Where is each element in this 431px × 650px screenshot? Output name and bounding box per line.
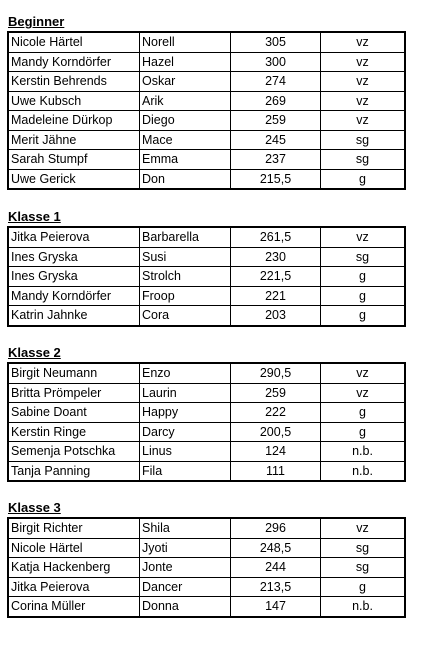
grade-cell: n.b. <box>321 442 406 462</box>
points-cell: 261,5 <box>231 227 321 247</box>
handler-name-cell: Kerstin Behrends <box>8 72 140 92</box>
points-cell: 203 <box>231 306 321 326</box>
points-cell: 213,5 <box>231 577 321 597</box>
grade-cell: vz <box>321 111 406 131</box>
dog-name-cell: Susi <box>140 247 231 267</box>
table-row <box>8 538 405 558</box>
grade-cell: g <box>321 577 406 597</box>
grade-cell: vz <box>321 91 406 111</box>
handler-name-cell: Nicole Härtel <box>8 538 140 558</box>
grade-cell: vz <box>321 52 406 72</box>
points-cell: 124 <box>231 442 321 462</box>
grade-cell: g <box>321 286 406 306</box>
grade-cell: sg <box>321 247 406 267</box>
dog-name-cell: Happy <box>140 403 231 423</box>
grade-cell: sg <box>321 150 406 170</box>
results-table <box>7 362 406 482</box>
handler-name-cell: Ines Gryska <box>8 247 140 267</box>
table-row <box>8 227 405 247</box>
handler-name-cell: Jitka Peierova <box>8 577 140 597</box>
table-row <box>8 518 405 538</box>
dog-name-cell: Arik <box>140 91 231 111</box>
dog-name-cell: Don <box>140 169 231 189</box>
table-row <box>8 461 405 481</box>
dog-name-cell: Emma <box>140 150 231 170</box>
table-row <box>8 422 405 442</box>
points-cell: 269 <box>231 91 321 111</box>
table-row <box>8 111 405 131</box>
handler-name-cell: Mandy Korndörfer <box>8 52 140 72</box>
points-cell: 290,5 <box>231 363 321 383</box>
points-cell: 222 <box>231 403 321 423</box>
handler-name-cell: Merit Jähne <box>8 130 140 150</box>
section-heading: Klasse 2 <box>8 345 61 360</box>
points-cell: 259 <box>231 383 321 403</box>
section-heading: Klasse 1 <box>8 209 61 224</box>
points-cell: 221,5 <box>231 267 321 287</box>
handler-name-cell: Birgit Richter <box>8 518 140 538</box>
dog-name-cell: Linus <box>140 442 231 462</box>
table-row <box>8 52 405 72</box>
grade-cell: n.b. <box>321 461 406 481</box>
handler-name-cell: Jitka Peierova <box>8 227 140 247</box>
table-row <box>8 72 405 92</box>
grade-cell: g <box>321 267 406 287</box>
grade-cell: g <box>321 306 406 326</box>
dog-name-cell: Dancer <box>140 577 231 597</box>
dog-name-cell: Fila <box>140 461 231 481</box>
points-cell: 305 <box>231 32 321 52</box>
dog-name-cell: Donna <box>140 597 231 617</box>
points-cell: 248,5 <box>231 538 321 558</box>
table-row <box>8 403 405 423</box>
grade-cell: vz <box>321 227 406 247</box>
handler-name-cell: Ines Gryska <box>8 267 140 287</box>
grade-cell: g <box>321 403 406 423</box>
table-row <box>8 32 405 52</box>
grade-cell: n.b. <box>321 597 406 617</box>
points-cell: 237 <box>231 150 321 170</box>
grade-cell: g <box>321 422 406 442</box>
handler-name-cell: Uwe Kubsch <box>8 91 140 111</box>
dog-name-cell: Diego <box>140 111 231 131</box>
table-row <box>8 558 405 578</box>
results-table <box>7 226 406 327</box>
dog-name-cell: Norell <box>140 32 231 52</box>
table-row <box>8 247 405 267</box>
dog-name-cell: Darcy <box>140 422 231 442</box>
grade-cell: vz <box>321 32 406 52</box>
table-row <box>8 442 405 462</box>
table-row <box>8 91 405 111</box>
dog-name-cell: Shila <box>140 518 231 538</box>
handler-name-cell: Tanja Panning <box>8 461 140 481</box>
dog-name-cell: Jonte <box>140 558 231 578</box>
handler-name-cell: Britta Prömpeler <box>8 383 140 403</box>
grade-cell: vz <box>321 72 406 92</box>
results-table <box>7 517 406 618</box>
table-row <box>8 130 405 150</box>
points-cell: 200,5 <box>231 422 321 442</box>
results-table <box>7 31 406 190</box>
grade-cell: vz <box>321 383 406 403</box>
section-klasse-2 <box>7 344 406 482</box>
handler-name-cell: Sarah Stumpf <box>8 150 140 170</box>
dog-name-cell: Barbarella <box>140 227 231 247</box>
points-cell: 230 <box>231 247 321 267</box>
handler-name-cell: Sabine Doant <box>8 403 140 423</box>
grade-cell: vz <box>321 363 406 383</box>
table-row <box>8 286 405 306</box>
section-klasse-1 <box>7 208 406 327</box>
table-row <box>8 169 405 189</box>
points-cell: 111 <box>231 461 321 481</box>
handler-name-cell: Kerstin Ringe <box>8 422 140 442</box>
dog-name-cell: Enzo <box>140 363 231 383</box>
handler-name-cell: Mandy Korndörfer <box>8 286 140 306</box>
handler-name-cell: Semenja Potschka <box>8 442 140 462</box>
dog-name-cell: Laurin <box>140 383 231 403</box>
section-klasse-3 <box>7 499 406 618</box>
table-row <box>8 363 405 383</box>
dog-name-cell: Strolch <box>140 267 231 287</box>
dog-name-cell: Oskar <box>140 72 231 92</box>
table-row <box>8 306 405 326</box>
section-heading: Klasse 3 <box>8 500 61 515</box>
points-cell: 147 <box>231 597 321 617</box>
section-heading: Beginner <box>8 14 65 29</box>
points-cell: 215,5 <box>231 169 321 189</box>
points-cell: 259 <box>231 111 321 131</box>
points-cell: 274 <box>231 72 321 92</box>
handler-name-cell: Nicole Härtel <box>8 32 140 52</box>
handler-name-cell: Katrin Jahnke <box>8 306 140 326</box>
dog-name-cell: Cora <box>140 306 231 326</box>
grade-cell: sg <box>321 130 406 150</box>
handler-name-cell: Madeleine Dürkop <box>8 111 140 131</box>
grade-cell: sg <box>321 538 406 558</box>
dog-name-cell: Hazel <box>140 52 231 72</box>
handler-name-cell: Corina Müller <box>8 597 140 617</box>
section-beginner <box>7 13 406 190</box>
table-row <box>8 383 405 403</box>
handler-name-cell: Birgit Neumann <box>8 363 140 383</box>
dog-name-cell: Froop <box>140 286 231 306</box>
points-cell: 296 <box>231 518 321 538</box>
points-cell: 221 <box>231 286 321 306</box>
points-cell: 245 <box>231 130 321 150</box>
table-row <box>8 597 405 617</box>
table-row <box>8 267 405 287</box>
table-row <box>8 150 405 170</box>
handler-name-cell: Katja Hackenberg <box>8 558 140 578</box>
table-row <box>8 577 405 597</box>
grade-cell: sg <box>321 558 406 578</box>
grade-cell: g <box>321 169 406 189</box>
handler-name-cell: Uwe Gerick <box>8 169 140 189</box>
dog-name-cell: Jyoti <box>140 538 231 558</box>
points-cell: 244 <box>231 558 321 578</box>
dog-name-cell: Mace <box>140 130 231 150</box>
points-cell: 300 <box>231 52 321 72</box>
grade-cell: vz <box>321 518 406 538</box>
